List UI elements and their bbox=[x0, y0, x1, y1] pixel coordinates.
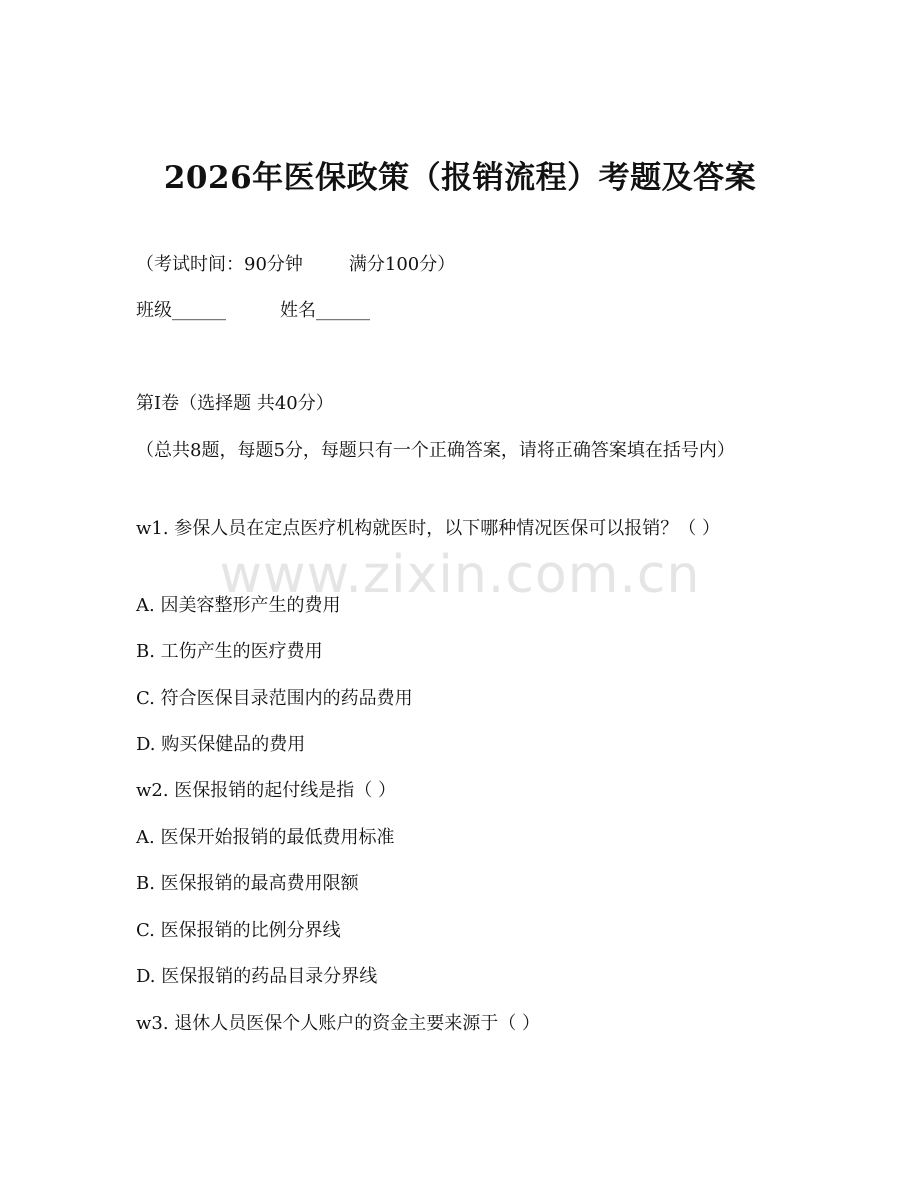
question-1-option-d: D. 购买保健品的费用 bbox=[136, 734, 306, 755]
exam-info bbox=[136, 251, 786, 279]
question-2-option-c: C. 医保报销的比例分界线 bbox=[136, 920, 341, 941]
question-1-option-c: C. 符合医保目录范围内的药品费用 bbox=[136, 688, 413, 709]
section-heading: 第Ⅰ卷（选择题 共40分） bbox=[136, 393, 334, 414]
watermark: www.zixin.com.cn bbox=[219, 545, 701, 605]
exam-time: （考试时间：90分钟 bbox=[136, 254, 303, 275]
section-instruction: （总共8题，每题5分，每题只有一个正确答案，请将正确答案填在括号内） bbox=[136, 440, 735, 461]
question-1-option-b: B. 工伤产生的医疗费用 bbox=[136, 641, 323, 662]
exam-score: 满分100分） bbox=[348, 254, 456, 275]
question-1-option-a: A. 因美容整形产生的费用 bbox=[136, 595, 341, 616]
class-field-label: 班级______ bbox=[136, 300, 226, 321]
question-2-option-a: A. 医保开始报销的最低费用标准 bbox=[136, 827, 395, 848]
student-info bbox=[136, 297, 786, 325]
question-3-stem: w3. 退休人员医保个人账户的资金主要来源于（ ） bbox=[136, 1013, 541, 1034]
question-1-stem: w1. 参保人员在定点医疗机构就医时，以下哪种情况医保可以报销？（ ） bbox=[136, 518, 721, 539]
page-title: 2026年医保政策（报销流程）考题及答案 bbox=[163, 160, 757, 196]
question-2-stem: w2. 医保报销的起付线是指（ ） bbox=[136, 780, 397, 801]
name-field-label: 姓名______ bbox=[280, 300, 370, 321]
question-2-option-b: B. 医保报销的最高费用限额 bbox=[136, 873, 359, 894]
question-2-option-d: D. 医保报销的药品目录分界线 bbox=[136, 966, 378, 987]
